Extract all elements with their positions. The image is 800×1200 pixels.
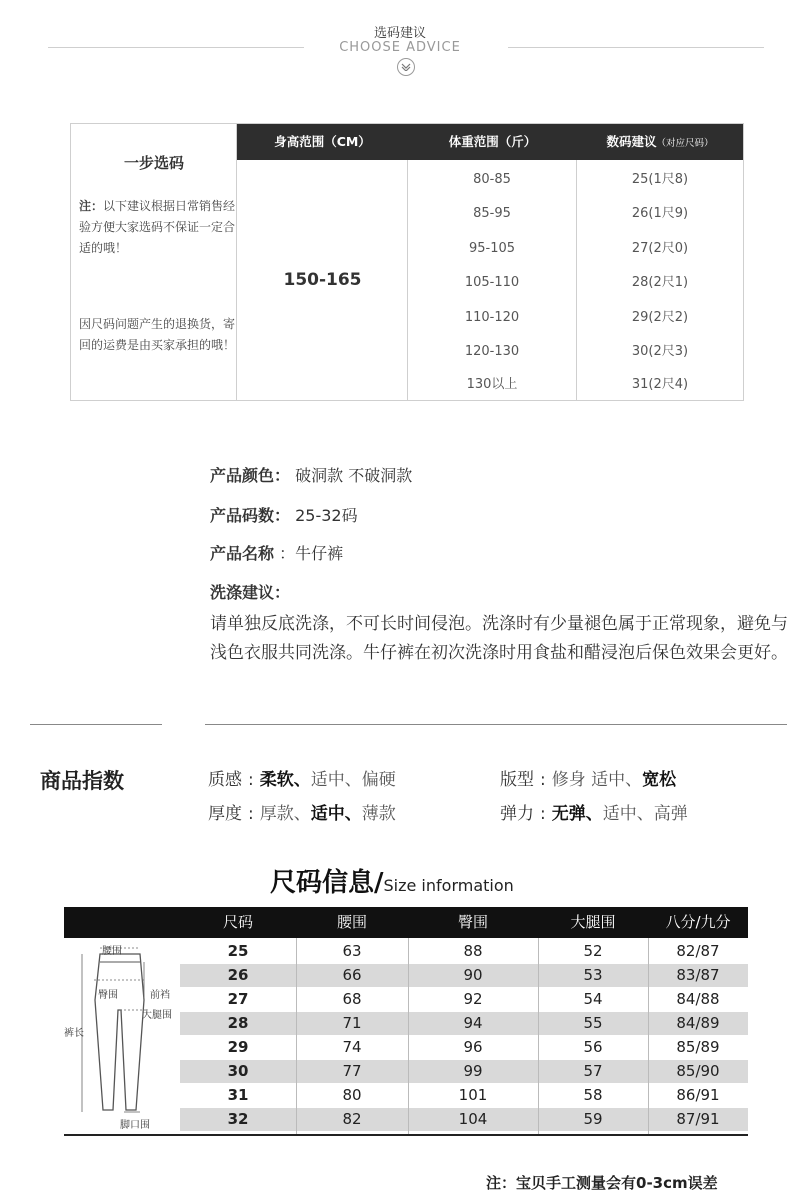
index-option: 适中、 <box>591 770 643 790</box>
weight-cell: 95-105 <box>468 241 516 256</box>
size-cell: 29(2尺2) <box>631 310 689 325</box>
index-option: 偏硬 <box>361 770 396 790</box>
size-header-sub: （对应尺码） <box>656 138 714 149</box>
waist-cell: 71 <box>342 1014 362 1032</box>
index-option: 厚款、 <box>259 804 311 824</box>
waist-cell: 82 <box>342 1110 362 1128</box>
index-elasticity <box>500 799 688 824</box>
index-option-selected: 无弹、 <box>551 804 603 824</box>
thigh-cell: 57 <box>583 1062 603 1080</box>
waist-cell: 68 <box>342 990 362 1008</box>
size-header-label: 数码建议 <box>606 134 657 149</box>
diagram-label-hem: 脚口围 <box>120 1120 150 1131</box>
table-row <box>180 1012 748 1035</box>
size-cell: 32 <box>227 1110 249 1128</box>
column-divider <box>296 938 297 1134</box>
product-name-label: 产品名称 <box>210 544 275 563</box>
length-cell: 83/87 <box>676 966 720 984</box>
index-option: 高弹 <box>653 804 688 824</box>
length-cell: 84/89 <box>676 1014 720 1032</box>
thigh-cell: 55 <box>583 1014 603 1032</box>
waist-cell: 74 <box>342 1038 362 1056</box>
diagram-label-thigh: 大腿围 <box>142 1010 172 1021</box>
size-cell: 27(2尺0) <box>631 241 689 256</box>
size-table-col-hip: 臀围 <box>457 913 488 931</box>
diagram-label-hip: 臀围 <box>98 990 118 1001</box>
size-cell: 29 <box>227 1038 249 1056</box>
size-suggestion-table <box>70 123 744 401</box>
weight-column <box>408 160 577 400</box>
table-row <box>180 964 748 987</box>
table-row <box>180 1036 748 1059</box>
index-fit <box>500 765 676 790</box>
product-color-value: 破洞款 不破洞款 <box>295 466 413 485</box>
product-name-row <box>210 541 343 564</box>
table-row <box>180 988 748 1011</box>
size-cell: 26(1尺9) <box>631 206 689 221</box>
index-colon: : <box>540 770 546 790</box>
product-color-label: 产品颜色： <box>210 466 291 485</box>
suggestion-panel-title: 一步选码 <box>123 154 184 172</box>
index-option: 适中、 <box>602 804 654 824</box>
column-divider <box>408 938 409 1134</box>
waist-cell: 77 <box>342 1062 362 1080</box>
height-range-value: 150-165 <box>283 270 362 290</box>
weight-cell: 120-130 <box>464 344 520 359</box>
size-info-title <box>270 862 514 899</box>
index-option-selected: 宽松 <box>642 770 677 790</box>
column-header-size <box>577 124 743 160</box>
index-label: 版型 <box>500 770 534 790</box>
table-row <box>180 940 748 963</box>
size-table-col-size: 尺码 <box>222 913 253 931</box>
section-title-en: CHOOSE ADVICE <box>339 40 461 55</box>
waist-cell: 80 <box>342 1086 362 1104</box>
product-size-label: 产品码数： <box>210 506 291 525</box>
note-label: 注： <box>79 199 104 213</box>
index-texture <box>208 765 396 790</box>
product-size-value: 25-32码 <box>295 506 358 525</box>
index-label: 质感 <box>208 770 242 790</box>
index-colon: : <box>248 770 254 790</box>
diagram-label-length: 裤长 <box>64 1028 84 1039</box>
length-cell: 85/89 <box>676 1038 720 1056</box>
column-divider <box>538 938 539 1134</box>
thigh-cell: 56 <box>583 1038 603 1056</box>
index-option: 适中、 <box>310 770 362 790</box>
product-index-title: 商品指数 <box>40 769 124 793</box>
hip-cell: 96 <box>463 1038 483 1056</box>
length-cell: 82/87 <box>676 942 720 960</box>
measurement-footnote: 注：宝贝手工测量会有0-3cm误差 <box>486 1174 718 1192</box>
thigh-cell: 54 <box>583 990 603 1008</box>
waist-cell: 63 <box>342 942 362 960</box>
size-cell: 28(2尺1) <box>631 275 689 290</box>
hip-cell: 90 <box>463 966 483 984</box>
suggestion-notes-panel <box>71 124 237 400</box>
index-label: 弹力 <box>500 804 534 824</box>
size-cell: 31 <box>227 1086 249 1104</box>
table-row <box>180 1060 748 1083</box>
hip-cell: 92 <box>463 990 483 1008</box>
index-option: 薄款 <box>361 804 396 824</box>
thigh-cell: 52 <box>583 942 603 960</box>
column-divider <box>648 938 649 1134</box>
index-option-selected: 适中、 <box>310 804 362 824</box>
length-cell: 86/91 <box>676 1086 720 1104</box>
size-table-header <box>64 907 748 938</box>
thigh-cell: 53 <box>583 966 603 984</box>
return-policy-note: 因尺码问题产生的退换货，寄回的运费是由买家承担的哦！ <box>79 317 236 352</box>
size-cell: 26 <box>227 966 249 984</box>
weight-cell: 130以上 <box>466 377 518 392</box>
product-size-row <box>210 503 358 526</box>
weight-cell: 85-95 <box>473 206 511 221</box>
size-cell: 28 <box>227 1014 249 1032</box>
note-text: 以下建议根据日常销售经验方便大家选码不保证一定合适的哦！ <box>79 199 236 255</box>
index-thickness <box>208 799 396 824</box>
index-option: 修身 <box>551 770 592 790</box>
wash-label: 洗涤建议： <box>210 583 291 602</box>
length-cell: 87/91 <box>676 1110 720 1128</box>
size-cell: 30(2尺3) <box>631 344 689 359</box>
weight-cell: 80-85 <box>473 172 511 187</box>
size-cell: 25(1尺8) <box>631 172 689 187</box>
size-table-col-length: 八分/九分 <box>665 913 731 931</box>
index-label: 厚度 <box>208 804 242 824</box>
size-info-title-en: Size information <box>383 876 514 895</box>
thigh-cell: 58 <box>583 1086 603 1104</box>
product-name-value: ：牛仔裤 <box>279 544 344 563</box>
pants-measurement-diagram <box>64 940 180 1132</box>
size-info-title-cn: 尺码信息/ <box>270 868 384 898</box>
table-row <box>180 1108 748 1131</box>
diagram-label-waist: 腰围 <box>102 946 122 957</box>
section-title-cn: 选码建议 <box>373 26 426 41</box>
size-column <box>577 160 743 400</box>
hip-cell: 104 <box>458 1110 488 1128</box>
waist-cell: 66 <box>342 966 362 984</box>
height-column <box>237 160 408 400</box>
table-row <box>180 1084 748 1107</box>
hip-cell: 99 <box>463 1062 483 1080</box>
size-cell: 31(2尺4) <box>631 377 689 392</box>
hip-cell: 101 <box>458 1086 488 1104</box>
size-cell: 25 <box>227 942 249 960</box>
diagram-label-front-rise: 前裆 <box>150 990 170 1001</box>
wash-instructions: 请单独反底洗涤，不可长时间侵泡。洗涤时有少量褪色属于正常现象，避免与浅色衣服共同洗涤。牛仔裤在初次洗涤时用食盐和醋浸泡后保色效果会更好。 <box>210 614 788 663</box>
size-cell: 27 <box>227 990 249 1008</box>
size-table-bottom-rule <box>64 1134 748 1136</box>
weight-cell: 110-120 <box>464 310 520 325</box>
size-table-col-waist: 腰围 <box>336 913 367 931</box>
length-cell: 85/90 <box>676 1062 720 1080</box>
hip-cell: 88 <box>463 942 483 960</box>
thigh-cell: 59 <box>583 1110 603 1128</box>
hip-cell: 94 <box>463 1014 483 1032</box>
column-header-height: 身高范围（CM） <box>237 124 408 160</box>
length-cell: 84/88 <box>676 990 720 1008</box>
wash-label-row <box>210 580 290 603</box>
section-divider-right <box>205 724 787 725</box>
suggestion-note <box>79 196 237 259</box>
weight-cell: 105-110 <box>464 275 520 290</box>
index-colon: : <box>248 804 254 824</box>
index-colon: : <box>540 804 546 824</box>
size-table-col-thigh: 大腿围 <box>570 913 616 931</box>
index-option-selected: 柔软、 <box>259 770 311 790</box>
size-cell: 30 <box>227 1062 249 1080</box>
chevron-down-icon <box>397 58 415 76</box>
section-divider-left <box>30 724 162 725</box>
column-header-weight: 体重范围（斤） <box>408 124 577 160</box>
product-color-row <box>210 463 412 486</box>
